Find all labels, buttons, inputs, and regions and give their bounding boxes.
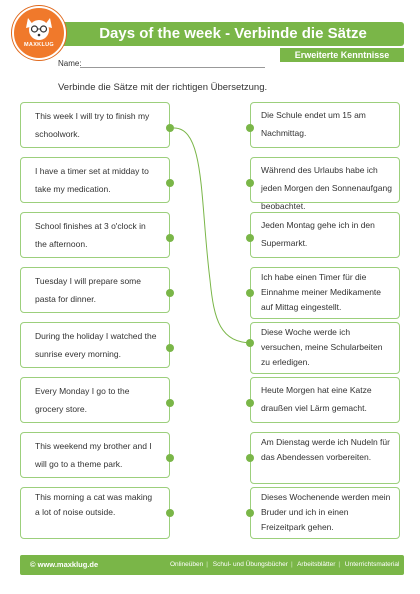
left-sentence-text: During the holiday I watched the sunrise every morning. (35, 331, 157, 359)
right-sentence-text: Die Schule endet um 15 am Nachmittag. (261, 110, 366, 138)
left-sentence-1 (20, 102, 170, 148)
right-dot-8[interactable] (246, 509, 254, 517)
level-badge: Erweiterte Kenntnisse (280, 48, 404, 62)
right-sentence-text: Ich habe einen Timer für die Einnahme meiner Medikamente auf Mittag eingestellt. (261, 272, 382, 312)
footer-url[interactable]: © www.maxklug.de (30, 560, 99, 569)
left-dot-2[interactable] (166, 179, 174, 187)
right-dot-4[interactable] (246, 289, 254, 297)
right-dot-6[interactable] (246, 399, 254, 407)
left-sentence-7 (20, 432, 170, 478)
name-label: Name: (58, 59, 82, 68)
right-sentence-3 (250, 212, 400, 258)
footer-links: Onlineüben | Schul- und Übungsbücher | Arbeitsblätter | Unterrichtsmaterial (170, 561, 400, 568)
right-sentence-text: Diese Woche werde ich versuchen, meine Schularbeiten zu erledigen. (261, 327, 383, 367)
right-sentence-2 (250, 157, 400, 211)
left-dot-3[interactable] (166, 234, 174, 242)
right-sentence-6 (250, 377, 400, 423)
left-sentence-text: This morning a cat was making a lot of noise outside. (35, 492, 153, 517)
right-sentence-text: Heute Morgen hat eine Katze draußen viel Lärm gemacht. (261, 385, 372, 413)
right-sentence-7 (250, 432, 400, 484)
right-dot-7[interactable] (246, 454, 254, 462)
left-sentence-6 (20, 377, 170, 423)
footer-link[interactable]: Unterrichtsmaterial (344, 561, 400, 568)
right-sentence-text: Während des Urlaubs habe ich jeden Morgen den Sonnenaufgang beobachtet. (261, 165, 392, 211)
left-sentence-text: School finishes at 3 o'clock in the afternoon. (35, 221, 146, 249)
left-sentence-text: Every Monday I go to the grocery store. (35, 386, 130, 414)
left-dot-8[interactable] (166, 509, 174, 517)
logo-text: MAXKLUG (24, 42, 54, 48)
right-sentence-5 (250, 322, 400, 374)
right-sentence-1 (250, 102, 400, 148)
footer-link[interactable]: Schul- und Übungsbücher (212, 561, 288, 568)
left-sentence-5 (20, 322, 170, 368)
left-dot-7[interactable] (166, 454, 174, 462)
right-dot-5[interactable] (246, 339, 254, 347)
left-sentence-text: Tuesday I will prepare some pasta for dinner. (35, 276, 141, 304)
left-sentence-text: This weekend my brother and I will go to a theme park. (35, 441, 152, 469)
right-sentence-8 (250, 487, 400, 539)
page-title: Days of the week - Verbinde die Sätze (99, 25, 367, 42)
left-sentence-4 (20, 267, 170, 313)
left-dot-6[interactable] (166, 399, 174, 407)
left-dot-1[interactable] (166, 124, 174, 132)
right-dot-3[interactable] (246, 234, 254, 242)
instruction-text: Verbinde die Sätze mit der richtigen Übersetzung. (58, 82, 268, 93)
left-sentence-2 (20, 157, 170, 203)
footer-link[interactable]: Arbeitsblätter (297, 561, 336, 568)
right-sentence-text: Dieses Wochenende werden mein Bruder und ich in einen Freizeitpark gehen. (261, 492, 391, 532)
left-dot-5[interactable] (166, 344, 174, 352)
footer-bar (20, 555, 404, 575)
left-sentence-3 (20, 212, 170, 258)
left-sentence-8 (20, 487, 170, 539)
left-sentence-text: This week I will try to finish my schoolwork. (35, 111, 150, 139)
left-sentence-text: I have a timer set at midday to take my medication. (35, 166, 149, 194)
right-sentence-4 (250, 267, 400, 319)
right-sentence-text: Jeden Montag gehe ich in den Supermarkt. (261, 220, 375, 248)
right-sentence-text: Am Dienstag werde ich Nudeln für das Abendessen vorbereiten. (261, 437, 390, 462)
right-dot-1[interactable] (246, 124, 254, 132)
left-dot-4[interactable] (166, 289, 174, 297)
example-connection-line (174, 128, 253, 343)
right-dot-2[interactable] (246, 179, 254, 187)
footer-link[interactable]: Onlineüben (170, 561, 204, 568)
